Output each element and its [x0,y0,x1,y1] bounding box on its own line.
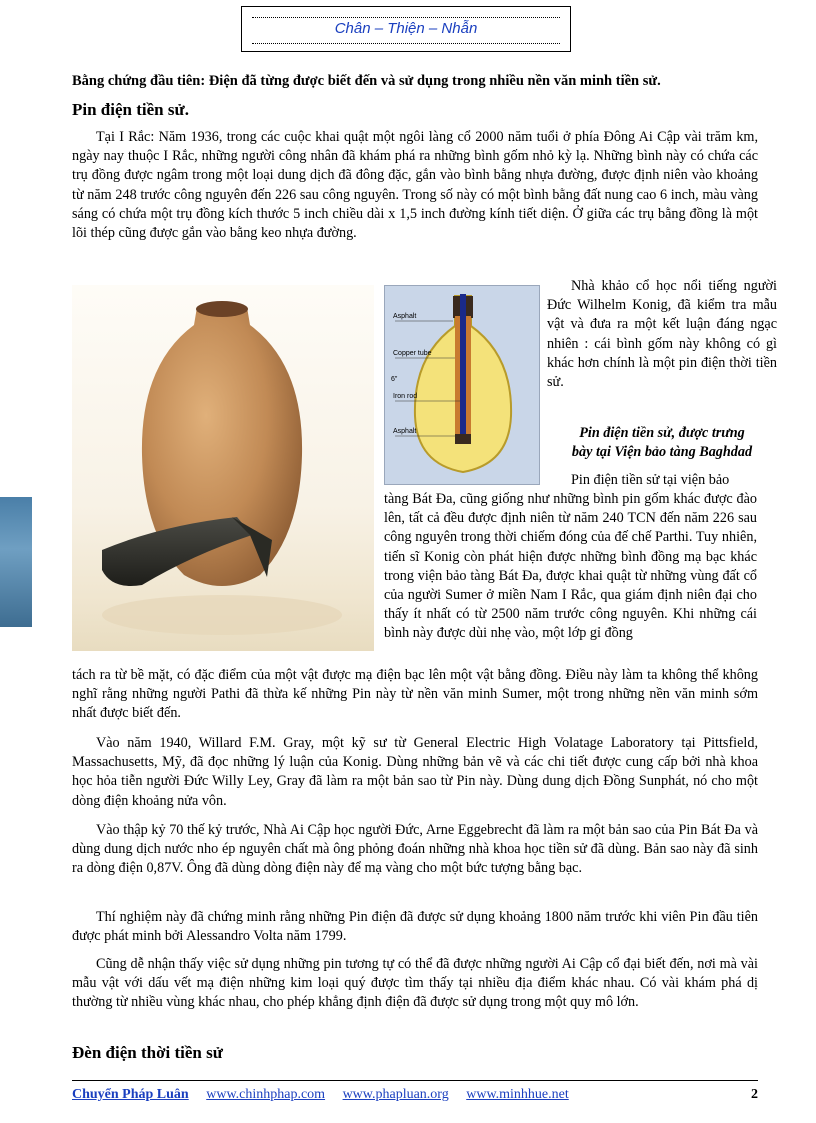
diagram-label-copper: Copper tube [393,350,432,357]
paragraph-eggebrecht: Vào thập kỷ 70 thế kỷ trước, Nhà Ai Cập học người Đức, Arne Eggebrecht đã làm ra một bản sao của Pin Bát Đa và dùng dung dịch nước nho ép nguyên chất mà ông phỏng đoán những nhà khoa học tiền sử đã dùng. Bản sao này đã sinh ra dòng điện 0,87V. Ông đã dùng dòng điện này để mạ vàng cho một bức tượng bằng bạc. [72,822,758,877]
paragraph-gray-1940: Vào năm 1940, Willard F.M. Gray, một kỹ sư từ General Electric High Volatage Laboratory tại Pittsfield, Massachusetts, Mỹ, đã đọc những lý luận của Konig. Dùng những bản vẽ và các chi tiết được cung cấp bởi nhà khoa học hỏa tiễn người Đức Willy Ley, Gray đã làm ra một bản sao từ Pin này. Dùng dung dịch Đồng Sunphát, nó cho một dòng điện khoảng nửa vôn. [72,735,758,809]
header-dots-top [252,17,560,18]
paragraph-egypt: Cũng dễ nhận thấy việc sử dụng những pin tương tự có thể đã được những người Ai Cập cổ đại biết đến, nơi mà vài mẫu vật với dấu vết mạ điện những kim loại quý được tìm thấy tại nhiều địa điểm khác nhau. Có vài khám phá dị thường từ nhiều vùng khác nhau, cho phép khẳng định điện đã được sử dụng trong một quy mô lớn. [72,956,758,1011]
diagram-label-asphalt-bottom: Asphalt [393,428,417,435]
diagram-label-asphalt-top: Asphalt [393,313,417,320]
image-caption [547,424,777,462]
clay-jar-photo [72,285,374,651]
header-box [241,6,571,52]
page-number: 2 [751,1087,758,1102]
caption-line-1: Pin điện tiền sử, được trưng [579,425,745,441]
footer-link-minhhue[interactable]: www.minhhue.net [466,1087,569,1102]
paragraph-baghdad-first-line: Pin điện tiền sử tại viện bảo [571,472,730,488]
footer-divider [72,1080,758,1081]
paragraph-iraq-discovery: Tại I Rắc: Năm 1936, trong các cuộc khai quật một ngôi làng cổ 2000 năm tuổi ở phía Đông Ai Cập vài trăm km, ngày nay thuộc I Rắc, những người công nhân đã khám phá ra những bình gốm nhỏ kỳ lạ. Những bình này có chứa các trụ đồng được ngâm trong một loại dung dịch đã đông đặc, gắn vào bình bằng nhựa đường, được định niên vào khoảng từ năm 248 trước công nguyên đến 226 sau công nguyên. Trong số này có một bình bằng đất nung cao 6 inch, màu vàng sáng có chứa một trụ đồng kích thước 5 inch chiều dài x 1,5 inch đường kính tiết diện. Ở giữa các trụ bằng đồng là một lõi thép cũng được gắn vào bằng keo nhựa đường. [72,129,758,242]
caption-line-2: bày tại Viện bảo tàng Baghdad [571,444,753,460]
artifact-side-photo [0,497,32,627]
paragraph-volta: Thí nghiệm này đã chứng minh rằng những Pin điện đã được sử dụng khoảng 1800 năm trước khi viên Pin đầu tiên được phát minh bởi Alessandro Volta năm 1799. [72,909,758,945]
paragraph-sumer: tách ra từ bề mặt, có đặc điểm của một vật được mạ điện bạc lên một vật bằng đồng. Điều này làm ta không thể không nghĩ rằng những người Pathi đã thừa kế những Pin này từ nền văn minh Sumer, một trong những nền văn minh sớm nhất được biết đến. [72,667,758,722]
paragraph-konig: Nhà khảo cổ học nổi tiếng người Đức Wilhelm Konig, đã kiểm tra mẫu vật và đưa ra một kết luận đáng ngạc nhiên : cái bình gốm này không có gì khác hơn chính là một pin điện thời tiền sử. [547,278,777,391]
header-dots-bottom [252,43,560,44]
footer [72,1087,758,1103]
section-title-prehistoric-lamp: Đèn điện thời tiền sử [72,1043,223,1062]
clay-jar-illustration [72,285,374,651]
diagram-svg [385,286,539,484]
footer-brand-link[interactable]: Chuyển Pháp Luân [72,1087,189,1102]
footer-link-chinhphap[interactable]: www.chinhphap.com [206,1087,326,1102]
diagram-label-iron: Iron rod [393,393,418,400]
header-title: Chân – Thiện – Nhẫn [334,20,478,37]
diagram-label-height: 6" [391,376,398,383]
paragraph-baghdad: tàng Bát Đa, cũng giống như những bình pin gốm khác được đào lên, tất cả đều được định niên từ năm 240 TCN đến năm 226 sau công nguyên trong thời chiếm đóng của đế chế Parthi. Tuy nhiên, tiến sĩ Konig còn phát hiện được những bình đồng mạ bạc khác trong viện bảo tàng Bát Đa, được khai quật từ những vùng đất cổ của người Sumer ở miền Nam I Rắc, qua giám định niên đại cho thấy ít nhất có từ 2500 năm trước công nguyên. Khi những cái bình này được dùi nhẹ vào, một lớp gỉ đồng [384,491,757,642]
section-title-prehistoric-battery: Pin điện tiền sử. [72,100,189,119]
evidence-heading: Bằng chứng đầu tiên: Điện đã từng được biết đến và sử dụng trong nhiều nền văn minh tiền sử. [72,73,661,89]
battery-cross-section-diagram [384,285,540,485]
footer-link-phapluan[interactable]: www.phapluan.org [342,1087,449,1102]
